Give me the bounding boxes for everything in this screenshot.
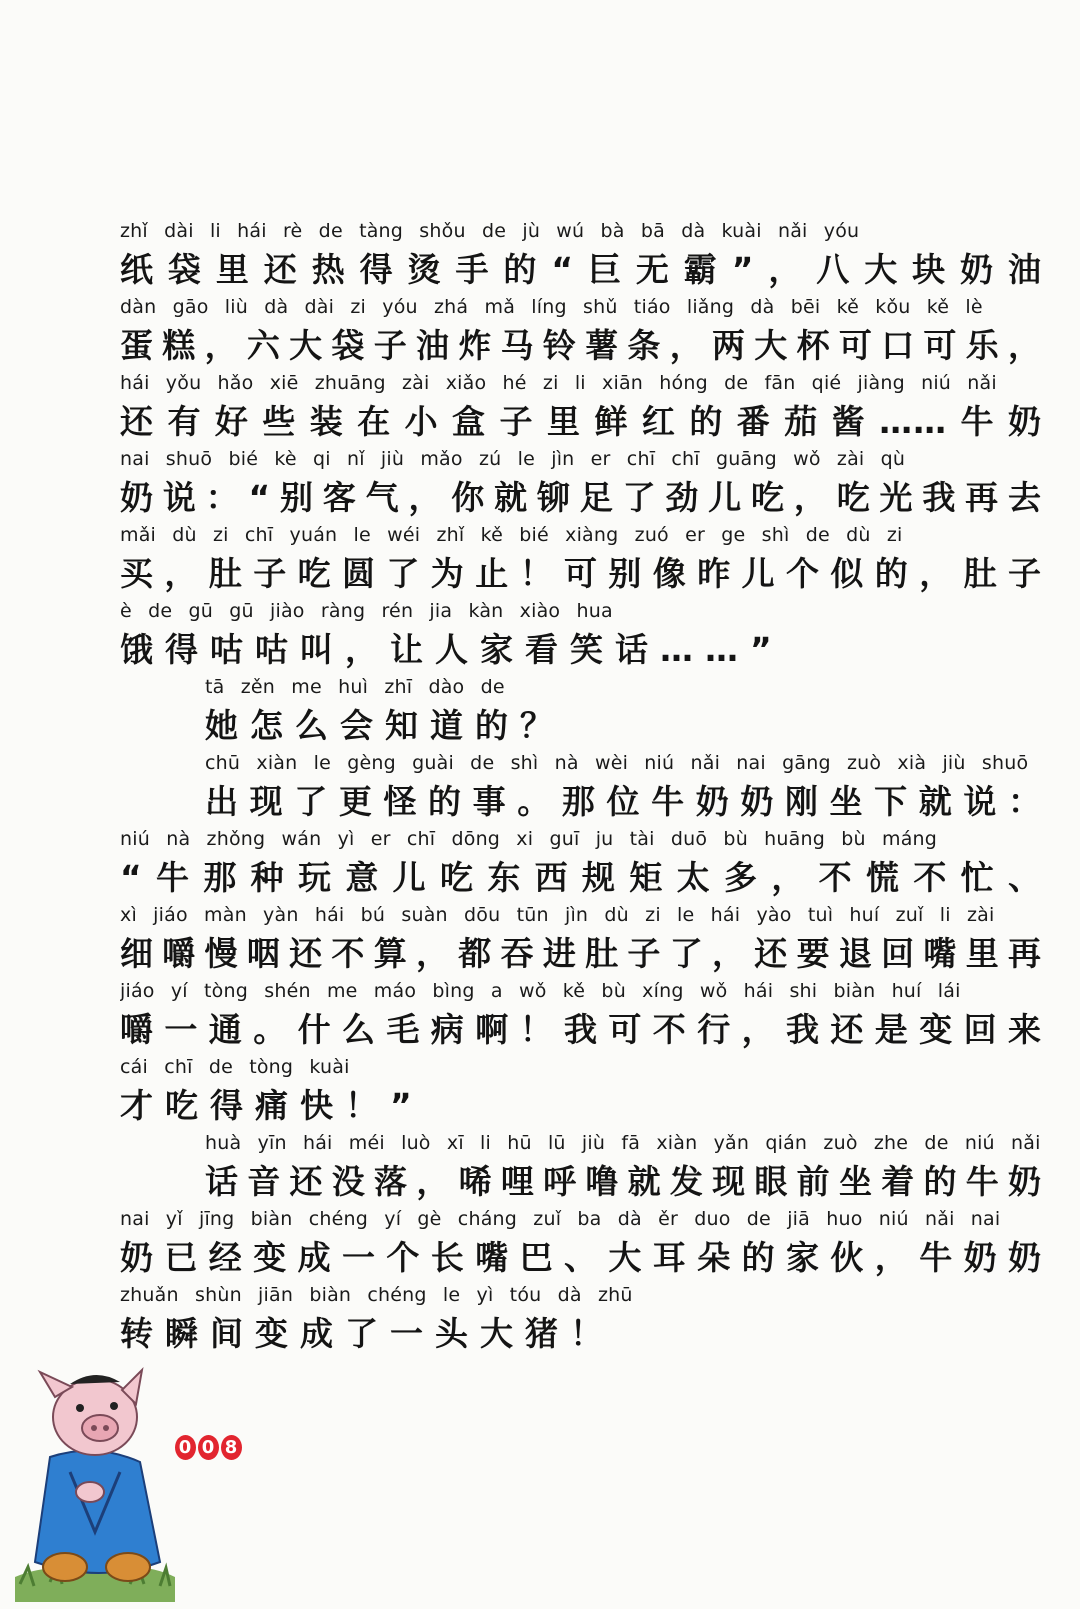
pinyin-line: hái yǒu hǎo xiē zhuāng zài xiǎo hé zi li xiān hóng de fān qié jiàng niú nǎi — [120, 372, 997, 394]
hanzi-line: 出现了更怪的事。那位牛奶奶刚坐下就说： — [205, 782, 1042, 821]
pinyin-line: chū xiàn le gèng guài de shì nà wèi niú nǎi nai gāng zuò xià jiù shuō — [205, 752, 1029, 774]
text-line — [205, 746, 1042, 824]
hanzi-line: 买，肚子吃圆了为止！可别像昨儿个似的，肚子 — [120, 554, 1042, 593]
text-line — [120, 442, 1042, 520]
text-line — [120, 1202, 1042, 1280]
pinyin-line: huà yīn hái méi luò xī li hū lū jiù fā xiàn yǎn qián zuò zhe de niú nǎi — [205, 1132, 1041, 1154]
pinyin-line: cái chī de tòng kuài — [120, 1056, 350, 1078]
text-line — [120, 1050, 1042, 1128]
hanzi-line: 纸袋里还热得烫手的“巨无霸”，八大块奶油 — [120, 250, 1042, 289]
nostril — [103, 1425, 109, 1431]
page-number-digit: 0 — [198, 1435, 219, 1460]
hanzi-line: “牛那种玩意儿吃东西规矩太多，不慌不忙、 — [120, 858, 1042, 897]
hanzi-line: 细嚼慢咽还不算，都吞进肚子了，还要退回嘴里再 — [120, 934, 1042, 973]
hand — [76, 1482, 104, 1502]
hanzi-line: 她怎么会知道的？ — [205, 706, 565, 745]
hanzi-line: 话音还没落，唏哩呼噜就发现眼前坐着的牛奶 — [205, 1162, 1042, 1201]
text-line — [120, 214, 1042, 292]
right-leg — [106, 1553, 150, 1581]
text-line — [120, 518, 1042, 596]
page-number — [175, 1431, 244, 1460]
page-number-digit: 0 — [175, 1435, 196, 1460]
pinyin-line: nai yǐ jīng biàn chéng yí gè cháng zuǐ ba dà ěr duo de jiā huo niú nǎi nai — [120, 1208, 1001, 1230]
pinyin-line: zhuǎn shùn jiān biàn chéng le yì tóu dà zhū — [120, 1284, 633, 1306]
text-line — [120, 1278, 1042, 1356]
text-line — [120, 594, 1042, 672]
left-leg — [43, 1553, 87, 1581]
pinyin-line: jiáo yí tòng shén me máo bìng a wǒ kě bù xíng wǒ hái shi biàn huí lái — [120, 980, 961, 1002]
pinyin-line: dàn gāo liù dà dài zi yóu zhá mǎ líng shǔ tiáo liǎng dà bēi kě kǒu kě lè — [120, 296, 983, 318]
snout — [82, 1415, 118, 1441]
pinyin-line: nai shuō bié kè qi nǐ jiù mǎo zú le jìn er chī chī guāng wǒ zài qù — [120, 448, 906, 470]
text-line — [120, 974, 1042, 1052]
hanzi-line: 奶说：“别客气，你就铆足了劲儿吃，吃光我再去 — [120, 478, 1042, 517]
hanzi-line: 蛋糕，六大袋子油炸马铃薯条，两大杯可口可乐， — [120, 326, 1042, 365]
text-line — [205, 1126, 1042, 1204]
pinyin-line: è de gū gū jiào ràng rén jia kàn xiào hua — [120, 600, 613, 622]
eye — [110, 1402, 118, 1410]
text-line — [205, 670, 1042, 748]
eye — [76, 1404, 84, 1412]
hanzi-line: 转瞬间变成了一头大猪！ — [120, 1314, 615, 1353]
text-line — [120, 822, 1042, 900]
pinyin-line: mǎi dù zi chī yuán le wéi zhǐ kě bié xiàng zuó er ge shì de dù zi — [120, 524, 903, 546]
hanzi-line: 奶已经变成一个长嘴巴、大耳朵的家伙，牛奶奶 — [120, 1238, 1042, 1277]
text-line — [120, 290, 1042, 368]
pinyin-line: zhǐ dài li hái rè de tàng shǒu de jù wú bà bā dà kuài nǎi yóu — [120, 220, 860, 242]
hanzi-line: 才吃得痛快！” — [120, 1086, 424, 1125]
pig-character-illustration — [10, 1362, 180, 1602]
pinyin-line: xì jiáo màn yàn hái bú suàn dōu tūn jìn dù zi le hái yào tuì huí zuǐ li zài — [120, 904, 995, 926]
nostril — [91, 1425, 97, 1431]
page-number-digit: 8 — [221, 1435, 242, 1460]
hanzi-line: 饿得咕咕叫，让人家看笑话……” — [120, 630, 784, 669]
text-line — [120, 898, 1042, 976]
pinyin-line: tā zěn me huì zhī dào de — [205, 676, 505, 698]
hanzi-line: 还有好些装在小盒子里鲜红的番茄酱……牛奶 — [120, 402, 1042, 441]
text-line — [120, 366, 1042, 444]
hanzi-line: 嚼一通。什么毛病啊！我可不行，我还是变回来 — [120, 1010, 1042, 1049]
pinyin-line: niú nà zhǒng wán yì er chī dōng xi guī ju tài duō bù huāng bù máng — [120, 828, 938, 850]
